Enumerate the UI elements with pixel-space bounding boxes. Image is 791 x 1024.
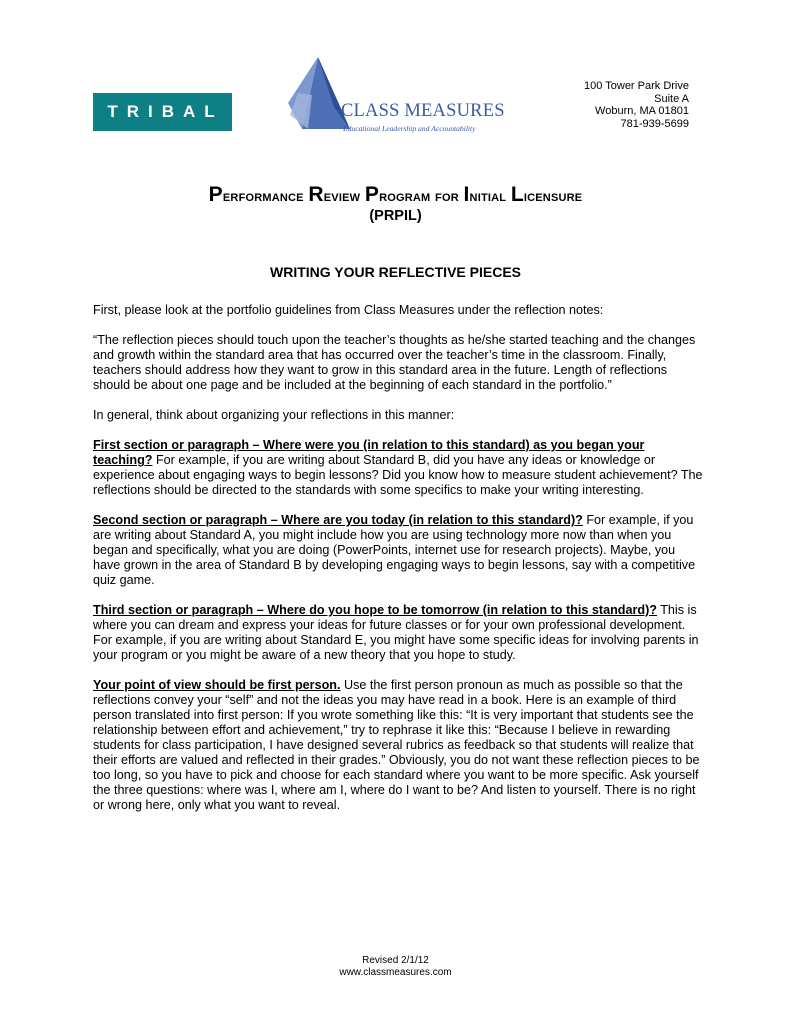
first-section-heading: First section or paragraph – Where were you (in relation to this standard) as you began your teaching? [93, 438, 645, 467]
page-title [0, 183, 791, 207]
page-footer [0, 955, 791, 979]
address-line: Suite A [654, 92, 689, 105]
second-section-text: For example, if you are writing about Standard A, you might include how you are using technology more now than when you began and specifically, what you are doing (PowerPoints, internet use for research projects). Maybe, you have grown in the area of Standard B by developing engaging ways to begin lessons, say with a competitive quiz game. [93, 513, 696, 587]
organize-paragraph: In general, think about organizing your reflections in this manner: [93, 408, 455, 422]
point-of-view-paragraph [93, 678, 705, 813]
section-heading: WRITING YOUR REFLECTIVE PIECES [270, 264, 521, 280]
third-section-paragraph [93, 603, 705, 663]
class-measures-name: CLASS MEASURES [341, 101, 505, 121]
address-line: Woburn, MA 01801 [595, 105, 689, 118]
second-section-paragraph [93, 513, 705, 588]
address-line: 100 Tower Park Drive [584, 80, 689, 92]
point-of-view-text: Use the first person pronoun as much as possible so that the reflections convey your “self” and not the ideas you may have read in a book. Here is an example of third person translated into first person: If you wrote something like this: “It is very important that students see the relationship between effort and achievement,” try to rephrase it like this: “Because I believe in rewarding students for class participation, I have designed several rubrics as feedback so that students will realize that their efforts are valued and reflected in their grades.” Obviously, you do not want these reflection pieces to be too long, so you have to pick and choose for each standard where you want to be more specific. Ask yourself the three questions: where was I, where am I, where do I want to be? And listen to yourself. There is no right or wrong here, only what you want to reveal. [93, 678, 700, 812]
tribal-logo-text: TRIBAL [107, 102, 224, 121]
revised-date: Revised 2/1/12 [362, 955, 429, 966]
quote-paragraph: “The reflection pieces should touch upon the teacher’s thoughts as he/she started teaching and the changes and growth within the standard area that has occurred over the teacher’s time in the classroom. Finally, teachers should address how they want to grow in this standard area in the future. Length of reflections should be about one page and be included at the beginning of each standard in the portfolio.” [93, 333, 696, 392]
title-text: Performance Review Program for Initial Licensure [208, 183, 583, 206]
intro-paragraph: First, please look at the portfolio guidelines from Class Measures under the reflection notes: [93, 303, 604, 317]
page-subtitle: (PRPIL) [369, 208, 422, 224]
first-section-paragraph [93, 438, 705, 498]
first-section-text: For example, if you are writing about Standard B, did you have any ideas or knowledge or experience about engaging ways to begin lessons? Did you know how to measure student achievement? The reflections should be directed to the standards with some specifics to make your writing interesting. [93, 453, 703, 497]
tribal-logo [93, 93, 232, 131]
second-section-heading: Second section or paragraph – Where are you today (in relation to this standard)? [93, 513, 583, 527]
address-block [584, 80, 689, 130]
document-body [93, 303, 705, 828]
third-section-text: This is where you can dream and express your ideas for future classes or for your own professional development. For example, if you are writing about Standard E, you might have some specific ideas for involving parents in your program or you might be aware of a new theory that you hope to study. [93, 603, 699, 662]
point-of-view-heading: Your point of view should be first person. [93, 678, 341, 692]
third-section-heading: Third section or paragraph – Where do you hope to be tomorrow (in relation to this standard)? [93, 603, 657, 617]
class-measures-tagline: Educational Leadership and Accountability [343, 124, 476, 133]
phone-number: 781-939-5699 [620, 117, 689, 130]
class-measures-logo [288, 57, 513, 137]
website-link[interactable]: www.classmeasures.com [339, 967, 452, 978]
